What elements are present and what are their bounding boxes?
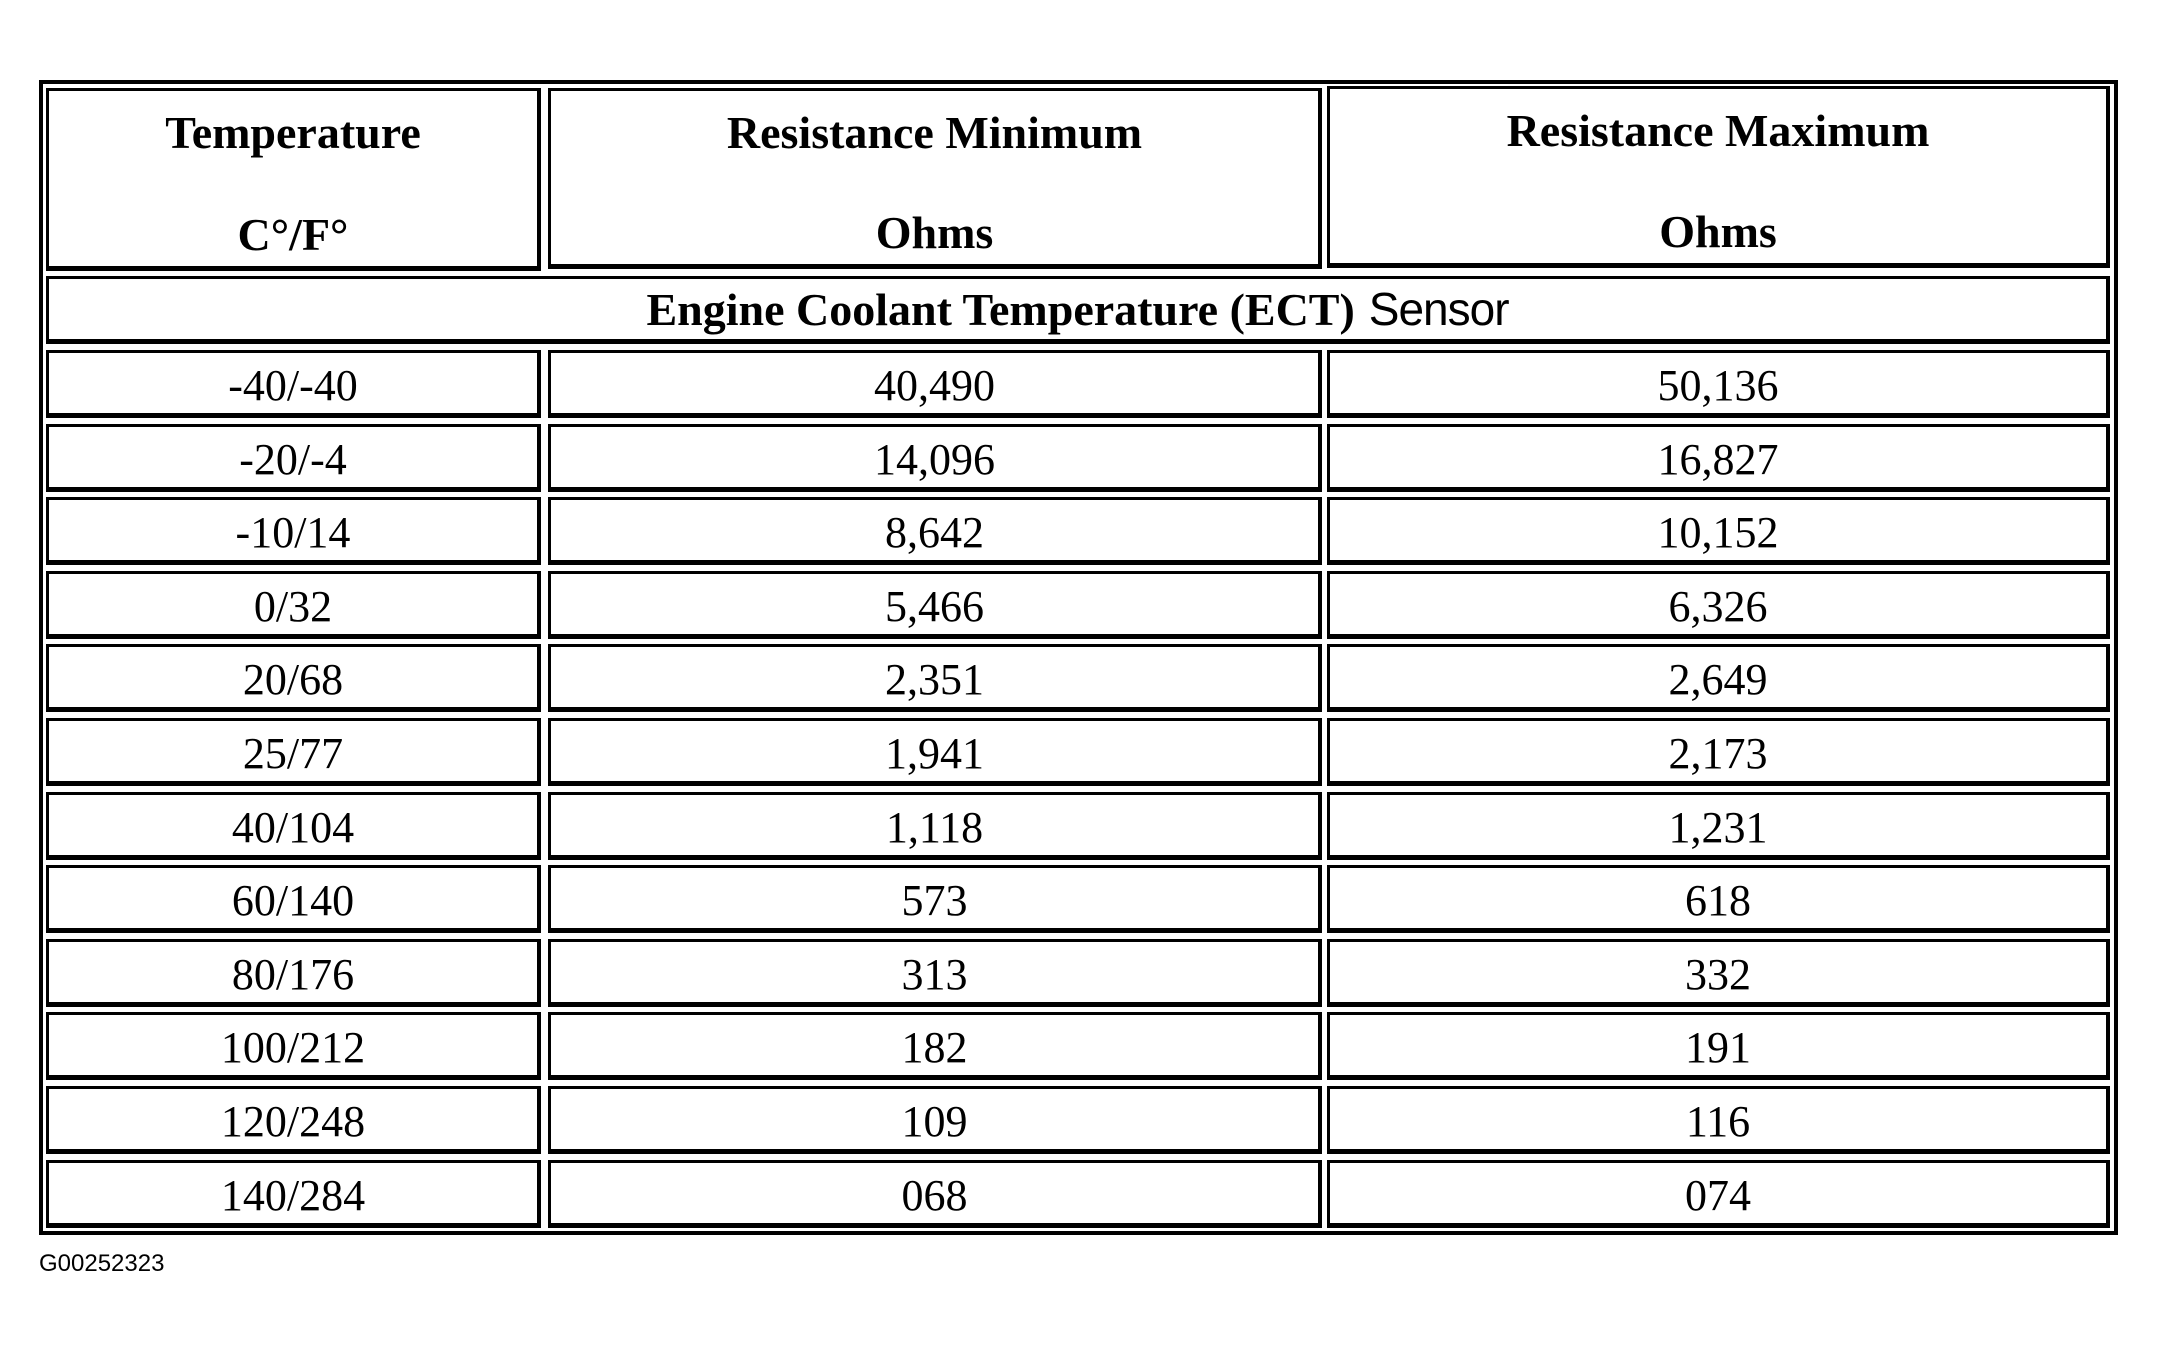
- cell-resistance-min: 313: [548, 939, 1322, 1007]
- figure-code: G00252323: [39, 1250, 165, 1277]
- header-resistance-max-title: Resistance Maximum: [1506, 105, 1930, 156]
- header-temperature: [46, 88, 541, 271]
- header-resistance-max-unit: Ohms: [1659, 205, 1777, 257]
- cell-resistance-max: 191: [1327, 1012, 2110, 1080]
- cell-resistance-max: 1,231: [1327, 792, 2110, 860]
- cell-resistance-min: 8,642: [548, 497, 1322, 565]
- cell-resistance-min: 14,096: [548, 424, 1322, 492]
- cell-resistance-max: 16,827: [1327, 424, 2110, 492]
- cell-resistance-max: 332: [1327, 939, 2110, 1007]
- cell-resistance-max: 2,173: [1327, 718, 2110, 786]
- cell-temperature: 100/212: [46, 1012, 541, 1080]
- cell-resistance-max: 116: [1327, 1086, 2110, 1154]
- section-title-suffix: Sensor: [1368, 283, 1509, 335]
- cell-resistance-min: 40,490: [548, 350, 1322, 418]
- cell-resistance-min: 109: [548, 1086, 1322, 1154]
- cell-resistance-max: 618: [1327, 865, 2110, 933]
- cell-resistance-min: 068: [548, 1160, 1322, 1228]
- cell-temperature: 0/32: [46, 571, 541, 639]
- cell-temperature: 140/284: [46, 1160, 541, 1228]
- header-resistance-min-title: Resistance Minimum: [726, 107, 1143, 158]
- cell-resistance-min: 182: [548, 1012, 1322, 1080]
- cell-resistance-min: 1,118: [548, 792, 1322, 860]
- cell-resistance-min: 1,941: [548, 718, 1322, 786]
- cell-resistance-min: 573: [548, 865, 1322, 933]
- header-temperature-title: Temperature: [165, 107, 421, 158]
- cell-temperature: -40/-40: [46, 350, 541, 418]
- header-resistance-min-unit: Ohms: [875, 206, 994, 258]
- cell-temperature: 80/176: [46, 939, 541, 1007]
- cell-temperature: 20/68: [46, 644, 541, 712]
- cell-resistance-max: 2,649: [1327, 644, 2110, 712]
- cell-temperature: 60/140: [46, 865, 541, 933]
- cell-resistance-max: 50,136: [1327, 350, 2110, 418]
- cell-resistance-min: 2,351: [548, 644, 1322, 712]
- cell-temperature: 120/248: [46, 1086, 541, 1154]
- cell-resistance-max: 10,152: [1327, 497, 2110, 565]
- cell-resistance-max: 6,326: [1327, 571, 2110, 639]
- header-resistance-min: [548, 88, 1322, 269]
- section-title-row: [46, 276, 2110, 344]
- header-resistance-max: [1327, 86, 2110, 268]
- cell-temperature: 40/104: [46, 792, 541, 860]
- header-temperature-unit: C°/F°: [237, 208, 349, 260]
- cell-resistance-max: 074: [1327, 1160, 2110, 1228]
- cell-temperature: 25/77: [46, 718, 541, 786]
- cell-temperature: -20/-4: [46, 424, 541, 492]
- section-title: Engine Coolant Temperature (ECT): [646, 283, 1355, 335]
- cell-resistance-min: 5,466: [548, 571, 1322, 639]
- cell-temperature: -10/14: [46, 497, 541, 565]
